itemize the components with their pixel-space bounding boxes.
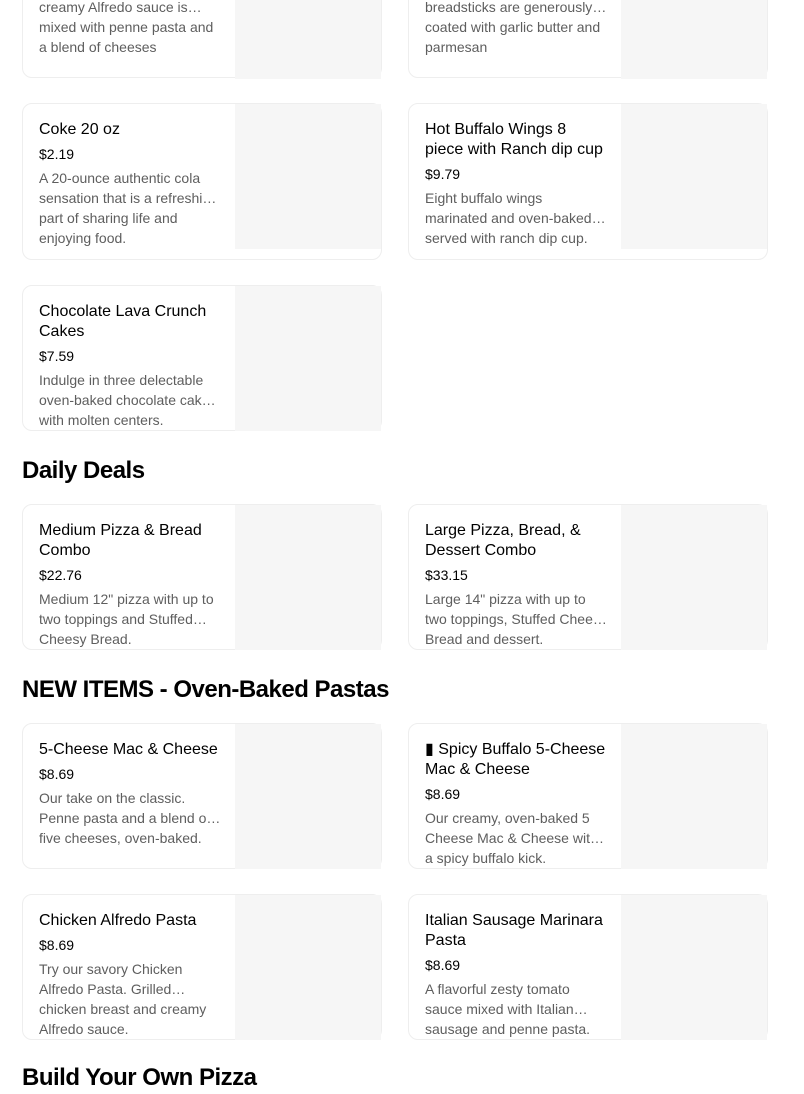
section-title-daily-deals: Daily Deals — [22, 457, 145, 484]
item-price: $9.79 — [425, 166, 461, 182]
item-image-placeholder — [621, 505, 767, 650]
item-name: Coke 20 oz — [39, 121, 120, 138]
item-image-placeholder — [621, 895, 767, 1040]
item-price: $7.59 — [39, 348, 75, 364]
item-name: Chocolate Lava Crunch Cakes — [39, 303, 207, 340]
item-price: $8.69 — [39, 937, 75, 953]
item-name: ▮ Spicy Buffalo 5-Cheese Mac & Cheese — [425, 741, 606, 778]
menu-item-card[interactable] — [22, 285, 382, 431]
item-image-placeholder — [235, 0, 381, 79]
item-description: Our creamy, oven-baked 5 Cheese Mac & Cheese with a spicy buffalo kick. — [425, 810, 598, 866]
item-price: $2.19 — [39, 146, 75, 162]
menu-item-card[interactable] — [408, 0, 768, 78]
menu-item-card[interactable] — [408, 504, 768, 650]
menu-item-card[interactable] — [408, 894, 768, 1040]
item-image-placeholder — [235, 895, 381, 1040]
menu-item-card[interactable] — [22, 504, 382, 650]
item-price: $8.69 — [425, 786, 461, 802]
item-image-placeholder — [235, 104, 381, 249]
menu-item-card[interactable] — [408, 723, 768, 869]
item-description: Try our savory Chicken Alfredo Pasta. Grilled chicken breast and creamy Alfredo sauce. — [39, 961, 207, 1037]
item-description: Eight buffalo wings marinated and oven-baked, served with ranch dip cup. — [425, 190, 596, 246]
item-description: A 20-ounce authentic cola sensation that is a refreshing part of sharing life and enjoying food. — [39, 170, 218, 246]
item-description: Medium 12" pizza with up to two toppings and Stuffed Cheesy Bread. — [39, 591, 214, 647]
item-name: 5-Cheese Mac & Cheese — [39, 741, 218, 758]
item-price: $8.69 — [39, 766, 75, 782]
item-description: Indulge in three delectable oven-baked chocolate cakes with molten centers. — [39, 372, 217, 428]
item-image-placeholder — [235, 724, 381, 869]
item-name: Large Pizza, Bread, & Dessert Combo — [425, 522, 581, 559]
item-price: $8.69 — [425, 957, 461, 973]
item-description: A flavorful zesty tomato sauce mixed with Italian sausage and penne pasta. — [425, 981, 591, 1037]
menu-item-card[interactable] — [22, 103, 382, 260]
item-description: Large 14" pizza with up to two toppings, Stuffed Cheesy Bread and dessert. — [425, 591, 607, 647]
menu-item-card[interactable] — [22, 723, 382, 869]
item-name: Hot Buffalo Wings 8 piece with Ranch dip cup — [425, 121, 603, 158]
item-price: $22.76 — [39, 567, 82, 583]
item-image-placeholder — [235, 286, 381, 431]
item-image-placeholder — [621, 104, 767, 249]
item-name: Italian Sausage Marinara Pasta — [425, 912, 603, 949]
menu-item-card[interactable] — [22, 0, 382, 78]
menu-item-card[interactable] — [408, 103, 768, 260]
item-name: Chicken Alfredo Pasta — [39, 912, 197, 929]
item-name: Medium Pizza & Bread Combo — [39, 522, 202, 559]
item-description: creamy Alfredo sauce is mixed with penne pasta and a blend of cheeses — [39, 0, 214, 55]
section-title-new-items: NEW ITEMS - Oven-Baked Pastas — [22, 676, 389, 703]
section-title-build-your-own: Build Your Own Pizza — [22, 1064, 257, 1091]
item-image-placeholder — [621, 724, 767, 869]
menu-item-card[interactable] — [22, 894, 382, 1040]
item-image-placeholder — [235, 505, 381, 650]
item-price: $33.15 — [425, 567, 468, 583]
item-image-placeholder — [621, 0, 767, 79]
item-description: Our take on the classic. Penne pasta and a blend of five cheeses, oven-baked. — [39, 790, 211, 846]
item-description: breadsticks are generously coated with garlic butter and parmesan — [425, 0, 601, 55]
